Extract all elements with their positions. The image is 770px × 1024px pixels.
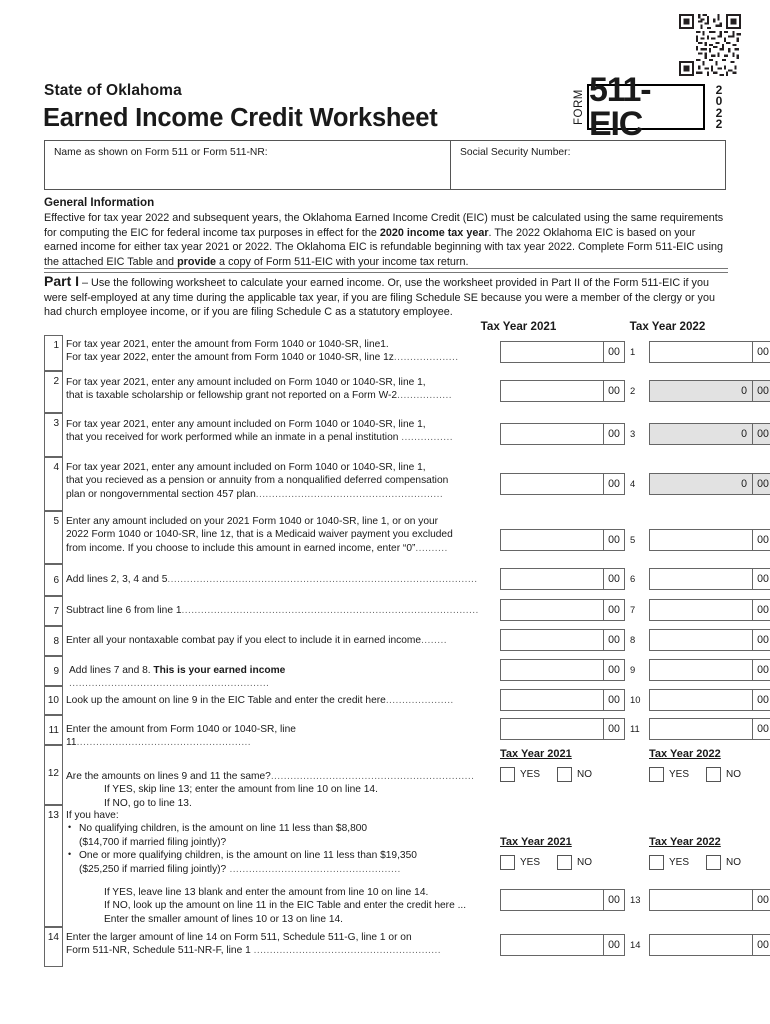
line-sub-b: If NO, go to line 13. (104, 797, 192, 809)
gi-bold-2: provide (177, 255, 217, 268)
line-tag: 6 (630, 573, 636, 584)
year-digit-1: 2 (715, 83, 723, 97)
table-row (44, 564, 769, 596)
checkbox-yes-label: YES (669, 857, 690, 868)
line-tag: 5 (630, 534, 636, 545)
cents-label: 00 (603, 569, 624, 589)
line-number: 7 (53, 605, 59, 617)
checkbox-no-2022-line-13[interactable] (706, 855, 721, 870)
part-one-intro (44, 274, 732, 320)
amount-2022-line-5[interactable] (649, 529, 770, 551)
checkbox-no-2021-line-13[interactable] (557, 855, 572, 870)
table-row (44, 335, 769, 371)
line-description (66, 604, 482, 617)
year-digit-4: 2 (715, 117, 723, 132)
amount-2022-line-8[interactable] (649, 629, 770, 651)
year-digit-3: 2 (715, 105, 723, 120)
checkbox-no-label: NO (577, 857, 593, 868)
cents-label: 00 (603, 600, 624, 620)
line-number-cell (44, 564, 63, 596)
line-tag: 2 (630, 385, 636, 396)
leader-dots: ............................................................................................ (181, 605, 479, 616)
amount-value (650, 660, 752, 680)
checkbox-header-2021: Tax Year 2021 (500, 748, 572, 760)
table-row (44, 927, 769, 967)
identity-box (44, 140, 726, 190)
page-title: Earned Income Credit Worksheet (43, 104, 438, 132)
line-text-b: that you recieved as a pension or annuity from a nonqualified deferred compensation (66, 475, 449, 487)
general-information-heading: General Information (44, 196, 155, 209)
amount-2021-line-3[interactable] (500, 423, 625, 445)
cents-label: 00 (603, 690, 624, 710)
amount-value: 0 (741, 385, 747, 397)
line-tag: 4 (630, 478, 636, 489)
amount-value (501, 381, 603, 401)
worksheet-table (44, 335, 769, 967)
column-header-2021: Tax Year 2021 (480, 320, 557, 333)
amount-2022-line-1[interactable] (649, 341, 770, 363)
form-badge-label: FORM (573, 89, 585, 126)
part-one-text: Use the following worksheet to calculate your earned income. Or, use the worksheet provided in Part II of the Form 511-EIC if you were self-employed at any time during the applicable tax year, if you are filing Schedule SE because you were a member of the clergy or you had church employee income, or if you are filing Schedule C as a statutory employee. (44, 277, 715, 319)
line-number-cell (44, 335, 63, 371)
table-row (44, 511, 769, 564)
line-text-a: Look up the amount on line 9 in the EIC Table and enter the credit here (66, 695, 386, 706)
line-text-a: Add lines 2, 3, 4 and 5 (66, 574, 168, 585)
checkbox-yes-2021-line-13[interactable] (500, 855, 515, 870)
cents-label: 00 (752, 630, 770, 650)
amount-value (650, 569, 752, 589)
line-sub-a: If YES, skip line 13; enter the amount from line 10 on line 14. (104, 784, 378, 796)
leader-dots: ...................................................... (76, 737, 252, 749)
line-description (66, 809, 482, 926)
amount-value (501, 935, 603, 955)
line-number: 6 (53, 574, 59, 586)
checkbox-header-2021: Tax Year 2021 (500, 836, 572, 848)
amount-value (501, 474, 603, 494)
leader-dots: .......................................................... (255, 488, 444, 500)
cents-label: 00 (603, 474, 624, 494)
amount-2021-line-2[interactable] (500, 380, 625, 402)
part-one-label: Part I (44, 273, 80, 289)
line-number-cell (44, 715, 63, 745)
table-row (44, 413, 769, 457)
amount-value (650, 530, 752, 550)
line-13-instructions (66, 876, 482, 926)
line-text-b: that you received for work performed while an inmate in a penal institution (66, 432, 402, 444)
line-description (66, 418, 482, 445)
checkbox-no-label: NO (726, 769, 742, 780)
checkbox-no-2021-line-12[interactable] (557, 767, 572, 782)
cents-label: 00 (752, 660, 770, 680)
amount-2022-line-11[interactable] (649, 718, 770, 740)
line-number-cell (44, 745, 63, 805)
line-description (66, 338, 482, 365)
amount-value (501, 569, 603, 589)
amount-value (501, 424, 603, 444)
table-row (44, 745, 742, 809)
line-text-a: For tax year 2021, enter any amount included on Form 1040 or 1040-SR, line 1, (66, 462, 426, 473)
leader-dots: .......................................................... (253, 945, 441, 957)
amount-value (501, 530, 603, 550)
cents-label: 00 (752, 530, 770, 550)
amount-value (501, 690, 603, 710)
checkbox-group-2022-line-13 (649, 855, 758, 870)
line-tag: 8 (630, 634, 636, 645)
bullet-1-text-b: ($14,700 if married filing jointly)? (79, 836, 227, 848)
table-row (44, 371, 769, 413)
amount-value (501, 630, 603, 650)
checkbox-yes-label: YES (520, 857, 541, 868)
bullet-2-text-b: ($25,250 if married filing jointly)? (79, 863, 227, 875)
amount-2021-line-9[interactable] (500, 659, 625, 681)
line-number: 1 (53, 340, 59, 351)
line-number: 11 (48, 724, 59, 736)
amount-2022-line-3 (649, 423, 770, 445)
line-number: 8 (53, 635, 59, 647)
line-number-cell (44, 656, 63, 686)
line-text-a: For tax year 2021, enter the amount from Form 1040 or 1040-SR, line1. (66, 339, 389, 350)
section-divider (44, 268, 728, 273)
amount-2021-line-14[interactable] (500, 934, 625, 956)
line-text-a: Enter all your nontaxable combat pay if you elect to include it in earned income (66, 635, 422, 646)
line-description (66, 515, 490, 555)
checkbox-no-label: NO (726, 857, 742, 868)
bullet-item (79, 849, 482, 876)
leader-dots: ............................................................... (270, 771, 475, 782)
amount-value (650, 600, 752, 620)
line-text-bold: This is your earned income (153, 665, 286, 676)
line-text-a: Add lines 7 and 8. (69, 665, 154, 676)
bullet-1-text-a: No qualifying children, is the amount on line 11 less than $8,800 (79, 823, 368, 835)
leader-dots: .................... (393, 352, 459, 364)
line-tag: 13 (630, 894, 641, 905)
amount-value (650, 342, 752, 362)
table-row (44, 805, 769, 927)
amount-value (650, 719, 752, 739)
identity-divider (450, 141, 451, 189)
table-row (44, 626, 769, 656)
bullet-item (79, 822, 482, 849)
line-description (66, 634, 482, 647)
amount-2022-line-4 (649, 473, 770, 495)
amount-value (501, 342, 603, 362)
line-number-cell (44, 413, 63, 457)
bullet-2-text-a: One or more qualifying children, is the amount on line 11 less than $19,350 (79, 850, 417, 862)
amount-2022-line-7[interactable] (649, 599, 770, 621)
checkbox-yes-label: YES (520, 769, 541, 780)
leader-dots: .......... (415, 542, 448, 554)
line-text-a: Subtract line 6 from line 1 (66, 605, 182, 616)
cents-label: 00 (752, 381, 770, 401)
cents-label: 00 (603, 660, 624, 680)
table-row (44, 715, 769, 749)
line-text-a: Are the amounts on lines 9 and 11 the same? (66, 771, 271, 782)
checkbox-group-2022-line-12 (649, 767, 758, 782)
cents-label: 00 (752, 690, 770, 710)
line-number-cell (44, 626, 63, 656)
leader-dots: .............................................................. (69, 678, 270, 690)
amount-2021-line-7[interactable] (500, 599, 625, 621)
amount-value (650, 890, 752, 910)
amount-value (650, 935, 752, 955)
checkbox-yes-label: YES (669, 769, 690, 780)
amount-2021-line-1[interactable] (500, 341, 625, 363)
line-sub-c: Enter the smaller amount of lines 10 or 13 on line 14. (104, 913, 343, 925)
line-number: 9 (53, 665, 59, 677)
line-text-b: 2022 Form 1040 or 1040-SR, line 1z, that is a Medicaid waiver payment you excluded (66, 529, 453, 541)
leader-dots: ........ (421, 635, 447, 646)
name-field-label: Name as shown on Form 511 or Form 511-NR: (54, 147, 268, 158)
checkbox-yes-2022-line-12[interactable] (649, 767, 664, 782)
general-information-text (44, 211, 728, 269)
amount-2021-line-8[interactable] (500, 629, 625, 651)
table-row (44, 656, 769, 690)
table-row (44, 596, 769, 626)
qr-code-icon (679, 14, 741, 76)
leader-dots: ................. (397, 390, 452, 402)
amount-2021-line-4[interactable] (500, 473, 625, 495)
cents-label: 00 (603, 342, 624, 362)
line-text-a: For tax year 2021, enter any amount included on Form 1040 or 1040-SR, line 1, (66, 377, 426, 388)
line-number-cell (44, 371, 63, 413)
line-13-bullets (66, 822, 482, 876)
gi-part-1: Effective for tax year 2022 and subsequent years, the Oklahoma Earned Income Credit (EIC) must be calculated using the same requirements for computing the EIC for federal income tax purposes in effect for the (44, 212, 724, 239)
amount-2022-line-6[interactable] (649, 568, 770, 590)
line-number: 5 (53, 516, 59, 527)
amount-value: 0 (741, 428, 747, 440)
checkbox-header-2022: Tax Year 2022 (649, 836, 721, 848)
form-badge (571, 71, 729, 143)
line-number-cell (44, 686, 63, 715)
line-text-c: from income. If you choose to include this amount in earned income, enter “0” (66, 542, 416, 554)
checkbox-yes-2021-line-12[interactable] (500, 767, 515, 782)
form-badge-box (587, 71, 705, 143)
line-number: 4 (53, 462, 59, 473)
line-number-cell (44, 457, 63, 511)
cents-label: 00 (603, 424, 624, 444)
line-tag: 11 (630, 723, 640, 734)
cents-label: 00 (752, 719, 770, 739)
line-number: 10 (47, 695, 59, 706)
state-name: State of Oklahoma (44, 82, 182, 99)
cents-label: 00 (752, 342, 770, 362)
amount-2021-line-6[interactable] (500, 568, 625, 590)
form-number: 511-EIC (589, 71, 651, 143)
line-sub-b: If NO, look up the amount on line 11 in the EIC Table and enter the credit here ... (104, 900, 467, 912)
line-text-a: Enter the larger amount of line 14 on Form 511, Schedule 511-G, line 1 or on (66, 932, 412, 943)
line-text-b: For tax year 2022, enter the amount from Form 1040 or 1040-SR, line 1z (66, 352, 394, 364)
amount-2021-line-13[interactable] (500, 889, 625, 911)
leader-dots: ..................... (385, 695, 454, 706)
checkbox-group-2021-line-13 (500, 855, 609, 870)
part-one-dash: – (79, 277, 92, 289)
line-text-a: Enter the amount from Form 1040 or 1040-SR, line 11 (66, 724, 296, 749)
line-text-b: Form 511-NR, Schedule 511-NR-F, line 1 (66, 945, 254, 957)
checkbox-no-label: NO (577, 769, 593, 780)
amount-value (501, 719, 603, 739)
line-description (66, 931, 482, 958)
line-text-a: Enter any amount included on your 2021 Form 1040 or 1040-SR, line 1, or on your (66, 516, 439, 527)
amount-value (501, 660, 603, 680)
line-description (66, 694, 482, 707)
amount-value (650, 630, 752, 650)
cents-label: 00 (603, 935, 624, 955)
amount-2022-line-2 (649, 380, 770, 402)
amount-2022-line-10[interactable] (649, 689, 770, 711)
line-number: 2 (53, 376, 59, 387)
checkbox-no-2022-line-12[interactable] (706, 767, 721, 782)
table-row (44, 686, 769, 715)
line-description (66, 376, 482, 403)
line-description (66, 461, 490, 501)
gi-part-2: . The 2022 Oklahoma EIC is based on your earned income for either tax year 2021 or 2022. The Oklahoma EIC is refundable beginning with tax year 2022. Complete Form 511-EIC using the attached EIC Table and (44, 226, 723, 268)
line-number: 12 (47, 768, 59, 779)
cents-label: 00 (752, 569, 770, 589)
line-tag: 9 (630, 664, 636, 675)
line-sub-a: If YES, leave line 13 blank and enter the amount from line 10 on line 14. (104, 887, 429, 899)
cents-label: 00 (603, 530, 624, 550)
form-year (711, 85, 727, 130)
amount-2022-line-9[interactable] (649, 659, 770, 681)
cents-label: 00 (752, 600, 770, 620)
line-number-cell (44, 596, 63, 626)
cents-label: 00 (752, 935, 770, 955)
amount-2021-line-5[interactable] (500, 529, 625, 551)
amount-value (501, 600, 603, 620)
leader-dots: ..................................................... (226, 863, 401, 875)
line-number-cell (44, 805, 63, 927)
leader-dots: ................ (401, 432, 453, 444)
line-number: 13 (47, 810, 59, 821)
amount-value (501, 890, 603, 910)
line-description (66, 573, 482, 586)
line-tag: 3 (630, 428, 636, 439)
cents-label: 00 (603, 719, 624, 739)
leader-dots: ................................................................................................ (167, 574, 478, 585)
cents-label: 00 (752, 424, 770, 444)
amount-value (650, 690, 752, 710)
amount-2022-line-13[interactable] (649, 889, 770, 911)
line-text-b: that is taxable scholarship or fellowship grant not reported on a Form W-2 (66, 390, 398, 402)
checkbox-group-2021-line-12 (500, 767, 609, 782)
amount-2021-line-11[interactable] (500, 718, 625, 740)
line-intro: If you have: (66, 810, 119, 821)
line-tag: 7 (630, 604, 636, 615)
line-tag: 1 (630, 346, 636, 357)
cents-label: 00 (752, 474, 770, 494)
amount-value: 0 (741, 478, 747, 490)
cents-label: 00 (752, 890, 770, 910)
line-text-a: For tax year 2021, enter any amount included on Form 1040 or 1040-SR, line 1, (66, 419, 426, 430)
year-digit-2: 0 (715, 94, 723, 109)
line-number-cell (44, 927, 63, 967)
gi-part-3: a copy of Form 511-EIC with your income tax return. (216, 255, 469, 268)
line-number: 14 (47, 932, 59, 943)
line-text-c: plan or nongovernmental section 457 plan (66, 488, 256, 500)
table-row (44, 457, 769, 511)
cents-label: 00 (603, 890, 624, 910)
gi-bold-1: 2020 income tax year (379, 226, 489, 239)
line-number: 3 (53, 418, 59, 429)
amount-2022-line-14[interactable] (649, 934, 770, 956)
line-tag: 14 (630, 939, 641, 950)
cents-label: 00 (603, 630, 624, 650)
checkbox-header-2022: Tax Year 2022 (649, 748, 721, 760)
ssn-field-label: Social Security Number: (460, 147, 571, 158)
line-number-cell (44, 511, 63, 564)
line-tag: 10 (630, 694, 641, 705)
column-header-2022: Tax Year 2022 (629, 320, 706, 333)
checkbox-yes-2022-line-13[interactable] (649, 855, 664, 870)
cents-label: 00 (603, 381, 624, 401)
amount-2021-line-10[interactable] (500, 689, 625, 711)
